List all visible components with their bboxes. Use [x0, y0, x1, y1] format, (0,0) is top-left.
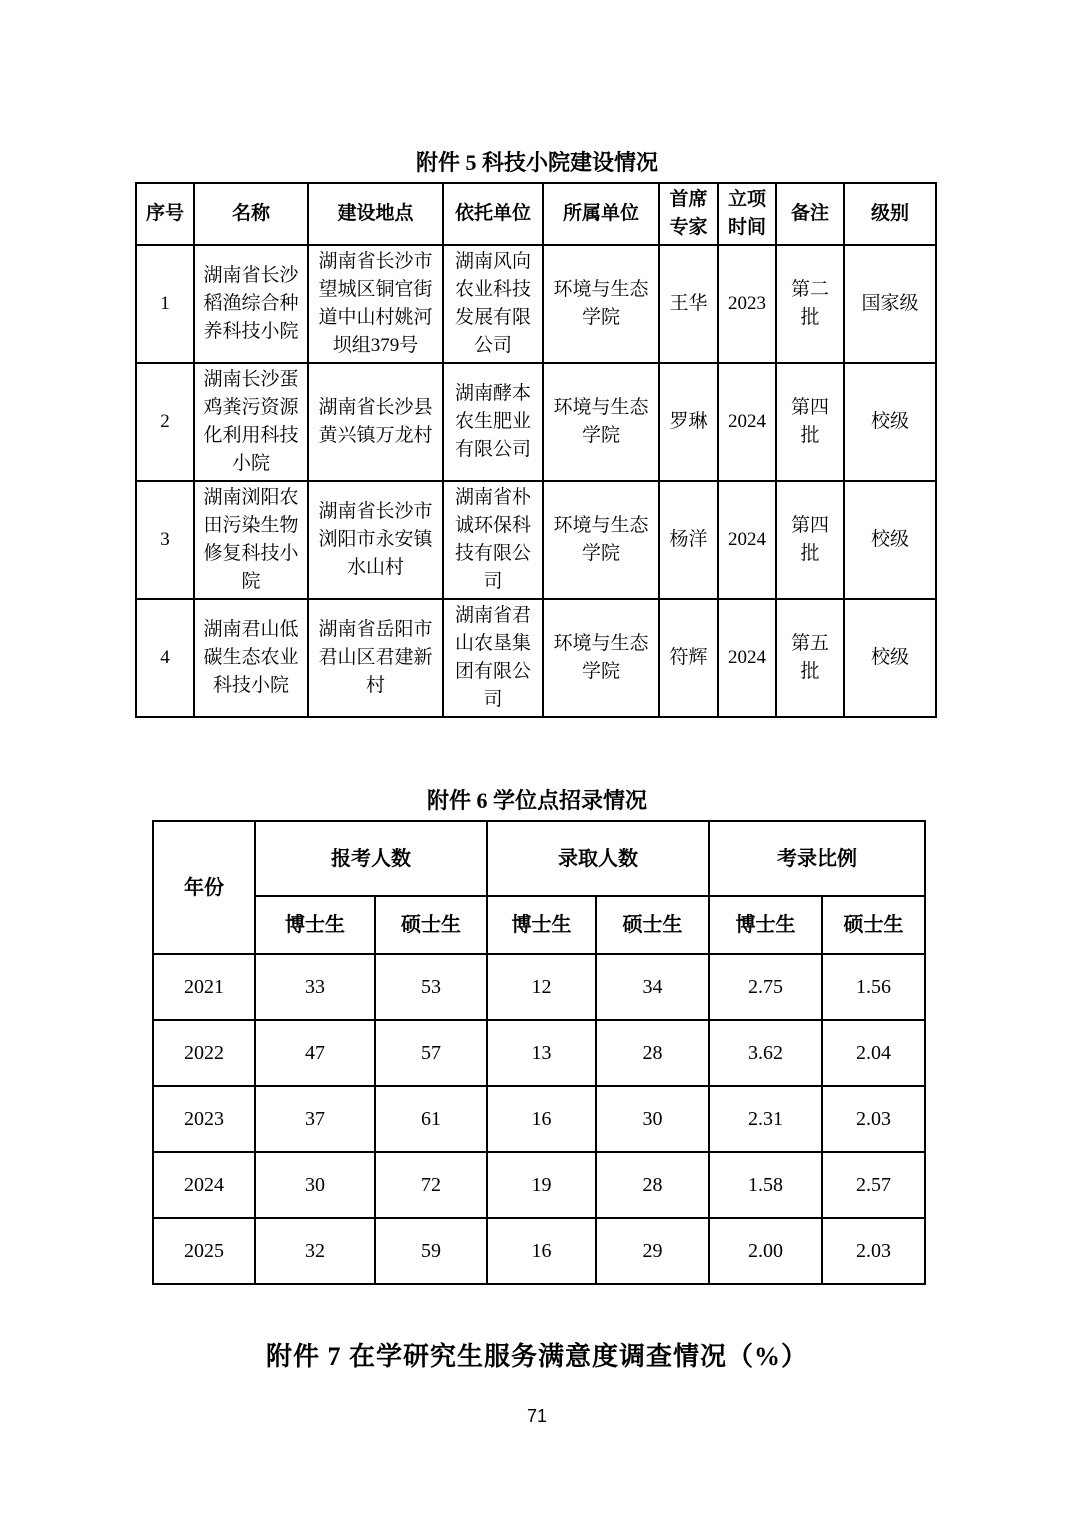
table-cell: 环境与生态学院	[543, 599, 659, 717]
table-header-row	[153, 821, 925, 896]
column-header: 所属单位	[543, 183, 659, 245]
table-cell: 符辉	[659, 599, 718, 717]
table-cell: 校级	[844, 363, 936, 481]
table-cell: 第五批	[776, 599, 844, 717]
table-cell: 湖南省长沙市望城区铜官街道中山村姚河坝组379号	[308, 245, 443, 363]
table-cell: 校级	[844, 599, 936, 717]
table-cell: 环境与生态学院	[543, 363, 659, 481]
table-cell: 湖南风向农业科技发展有限公司	[443, 245, 543, 363]
column-header-year: 年份	[153, 821, 255, 954]
table-cell: 1	[136, 245, 194, 363]
table-cell: 16	[487, 1086, 596, 1152]
table-cell: 32	[255, 1218, 375, 1284]
table-cell: 2021	[153, 954, 255, 1020]
table-cell: 34	[596, 954, 709, 1020]
table-cell: 13	[487, 1020, 596, 1086]
table-row	[153, 1152, 925, 1218]
table-cell: 2.57	[822, 1152, 925, 1218]
table-cell: 湖南省朴诚环保科技有限公司	[443, 481, 543, 599]
attachment5-title: 附件 5 科技小院建设情况	[415, 150, 658, 175]
attachment6-table	[152, 820, 926, 1285]
table-cell: 2.75	[709, 954, 822, 1020]
table-row	[153, 1218, 925, 1284]
table-cell: 28	[596, 1152, 709, 1218]
table-subheader-row	[153, 896, 925, 954]
table-cell: 王华	[659, 245, 718, 363]
column-header: 首席专家	[659, 183, 718, 245]
table-cell: 环境与生态学院	[543, 245, 659, 363]
table-cell: 1.58	[709, 1152, 822, 1218]
column-subheader: 博士生	[255, 896, 375, 954]
column-header: 序号	[136, 183, 194, 245]
table-cell: 33	[255, 954, 375, 1020]
column-header-applicants: 报考人数	[255, 821, 487, 896]
table-cell: 47	[255, 1020, 375, 1086]
table-cell: 国家级	[844, 245, 936, 363]
column-header: 名称	[194, 183, 308, 245]
table-cell: 59	[375, 1218, 487, 1284]
table-cell: 湖南省岳阳市君山区君建新村	[308, 599, 443, 717]
table-row	[136, 363, 936, 481]
table-cell: 湖南浏阳农田污染生物修复科技小院	[194, 481, 308, 599]
table-cell: 湖南酵本农生肥业有限公司	[443, 363, 543, 481]
table-cell: 12	[487, 954, 596, 1020]
table-cell: 19	[487, 1152, 596, 1218]
attachment6-title: 附件 6 学位点招录情况	[426, 788, 647, 813]
table-cell: 2024	[153, 1152, 255, 1218]
column-subheader: 博士生	[709, 896, 822, 954]
table-cell: 2.04	[822, 1020, 925, 1086]
table-row	[136, 481, 936, 599]
table-cell: 2.00	[709, 1218, 822, 1284]
table-cell: 30	[255, 1152, 375, 1218]
column-subheader: 硕士生	[375, 896, 487, 954]
column-subheader: 硕士生	[596, 896, 709, 954]
column-subheader: 博士生	[487, 896, 596, 954]
table-cell: 4	[136, 599, 194, 717]
table-cell: 罗琳	[659, 363, 718, 481]
table-cell: 61	[375, 1086, 487, 1152]
attachment5-table	[135, 182, 937, 718]
page-number: 71	[526, 1406, 548, 1426]
table-cell: 2.03	[822, 1086, 925, 1152]
table-cell: 53	[375, 954, 487, 1020]
table-cell: 3	[136, 481, 194, 599]
column-header: 建设地点	[308, 183, 443, 245]
table-row	[153, 954, 925, 1020]
table-cell: 2024	[718, 481, 776, 599]
table-cell: 湖南省长沙县黄兴镇万龙村	[308, 363, 443, 481]
table-header-row	[136, 183, 936, 245]
column-header: 备注	[776, 183, 844, 245]
table-cell: 湖南省君山农垦集团有限公司	[443, 599, 543, 717]
table-cell: 第四批	[776, 481, 844, 599]
table-cell: 湖南君山低碳生态农业科技小院	[194, 599, 308, 717]
table-cell: 2024	[718, 363, 776, 481]
table-row	[136, 599, 936, 717]
table-cell: 湖南省长沙市浏阳市永安镇水山村	[308, 481, 443, 599]
table-cell: 第二批	[776, 245, 844, 363]
table-cell: 2	[136, 363, 194, 481]
table-cell: 72	[375, 1152, 487, 1218]
table-cell: 2.31	[709, 1086, 822, 1152]
table-cell: 2023	[153, 1086, 255, 1152]
table-cell: 校级	[844, 481, 936, 599]
table-cell: 1.56	[822, 954, 925, 1020]
table-cell: 环境与生态学院	[543, 481, 659, 599]
table-cell: 2.03	[822, 1218, 925, 1284]
table-cell: 2024	[718, 599, 776, 717]
column-header: 立项时间	[718, 183, 776, 245]
column-subheader: 硕士生	[822, 896, 925, 954]
table-cell: 湖南长沙蛋鸡粪污资源化利用科技小院	[194, 363, 308, 481]
table-cell: 湖南省长沙稻渔综合种养科技小院	[194, 245, 308, 363]
table-row	[153, 1020, 925, 1086]
table-cell: 29	[596, 1218, 709, 1284]
table-cell: 杨洋	[659, 481, 718, 599]
column-header-admitted: 录取人数	[487, 821, 709, 896]
table-row	[136, 245, 936, 363]
table-cell: 第四批	[776, 363, 844, 481]
table-cell: 30	[596, 1086, 709, 1152]
table-cell: 3.62	[709, 1020, 822, 1086]
table-cell: 37	[255, 1086, 375, 1152]
table-cell: 2022	[153, 1020, 255, 1086]
column-header: 级别	[844, 183, 936, 245]
table-row	[153, 1086, 925, 1152]
attachment7-title: 附件 7 在学研究生服务满意度调查情况（%）	[265, 1342, 808, 1371]
table-cell: 2023	[718, 245, 776, 363]
column-header-ratio: 考录比例	[709, 821, 925, 896]
table-cell: 57	[375, 1020, 487, 1086]
table-cell: 2025	[153, 1218, 255, 1284]
table-cell: 16	[487, 1218, 596, 1284]
column-header: 依托单位	[443, 183, 543, 245]
table-cell: 28	[596, 1020, 709, 1086]
